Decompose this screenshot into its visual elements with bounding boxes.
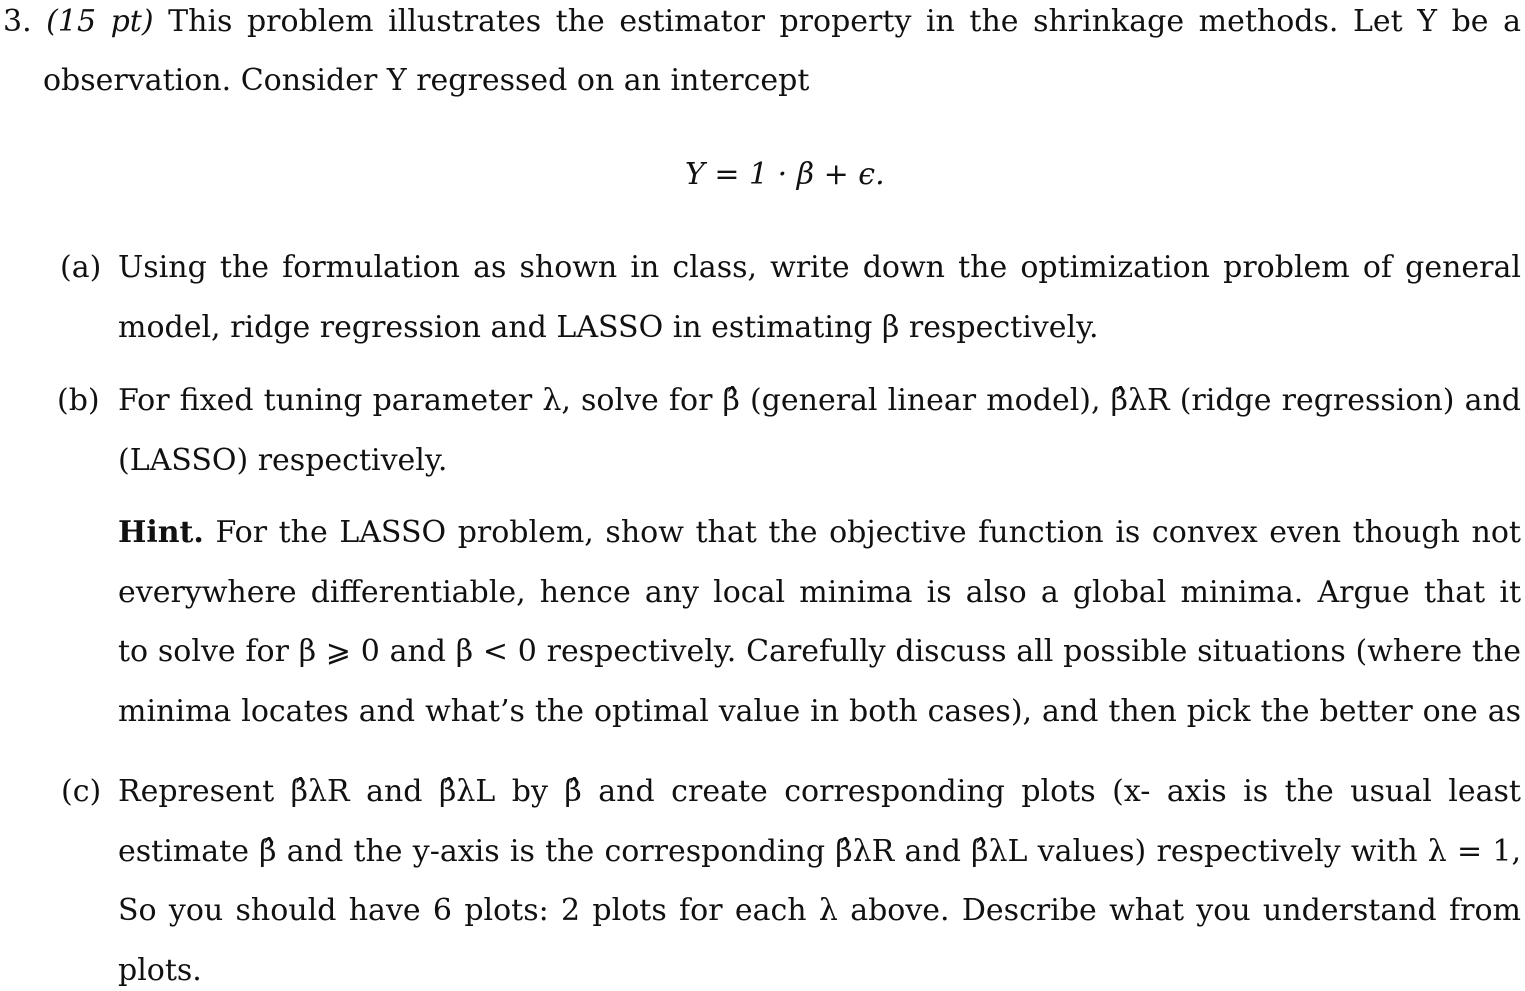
problem-intro-text-2: observation. Consider Y regressed on an intercept [43,63,810,98]
part-c-line-2: estimate β̂ and the y-axis is the corresponding β̂λR and β̂λL values) respectively with λ = 1, [118,834,1521,869]
part-a-line-1: Using the formulation as shown in class, write down the optimization problem of general [118,250,1521,285]
hint-line-3: to solve for β ⩾ 0 and β < 0 respectively. Carefully discuss all possible situations (where the [118,634,1521,669]
part-b-label: (b) [57,383,100,418]
model-equation-text: Y = 1 · β + ϵ. [685,157,885,192]
part-c-line-3: So you should have 6 plots: 2 plots for each λ above. Describe what you understand from [118,893,1521,928]
part-c-line-4: plots. [118,953,202,988]
problem-intro-line-1 [3,2,1521,42]
hint-label: Hint. [118,515,204,550]
model-equation [685,155,885,195]
problem-intro-text-1: This problem illustrates the estimator property in the shrinkage methods. Let Y be a [168,4,1521,39]
hint-line-1: Hint. For the LASSO problem, show that the objective function is convex even though not [118,515,1521,550]
hint-line-4: minima locates and what’s the optimal value in both cases), and then pick the better one as [118,694,1521,729]
part-b-line-1: For fixed tuning parameter λ, solve for β̂ (general linear model), β̂λR (ridge regression) and [118,383,1521,418]
part-c-label: (c) [61,774,102,809]
part-b-line-2: (LASSO) respectively. [118,443,448,478]
problem-points: (15 pt) [46,4,154,39]
part-a-line-2: model, ridge regression and LASSO in estimating β respectively. [118,310,1099,345]
problem-number: 3. [3,4,32,39]
part-a-label: (a) [60,250,102,285]
part-c-line-1: Represent β̂λR and β̂λL by β̂ and create corresponding plots (x- axis is the usual least [118,774,1521,809]
problem-intro-line-2 [43,61,809,101]
hint-line-2: everywhere differentiable, hence any local minima is also a global minima. Argue that it [118,575,1521,610]
